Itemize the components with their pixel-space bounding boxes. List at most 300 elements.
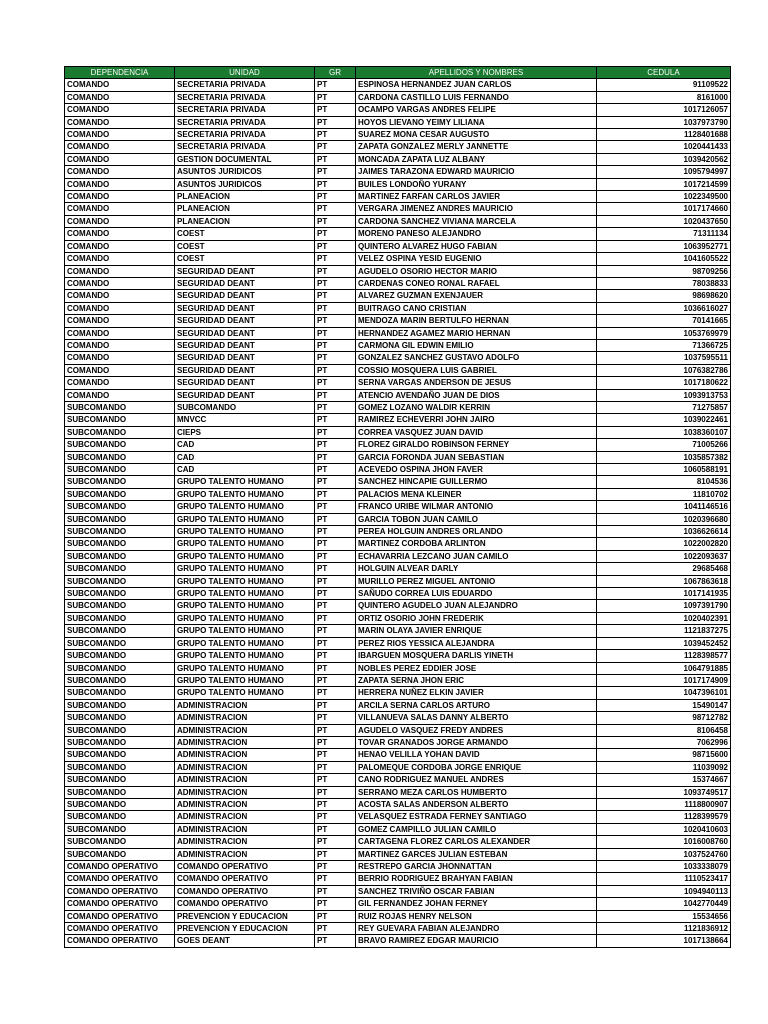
cell-cedula: 1093913753 bbox=[597, 389, 731, 401]
cell-unidad: SEGURIDAD DEANT bbox=[175, 315, 315, 327]
cell-unidad: GRUPO TALENTO HUMANO bbox=[175, 563, 315, 575]
cell-cedula: 1053769979 bbox=[597, 327, 731, 339]
cell-unidad: ADMINISTRACION bbox=[175, 749, 315, 761]
cell-dependencia: COMANDO bbox=[65, 141, 175, 153]
cell-dependencia: COMANDO bbox=[65, 91, 175, 103]
cell-apellidos-nombres: HOYOS LIEVANO YEIMY LILIANA bbox=[356, 116, 597, 128]
table-row bbox=[65, 426, 731, 438]
cell-dependencia: SUBCOMANDO bbox=[65, 501, 175, 513]
cell-apellidos-nombres: GOMEZ CAMPILLO JULIAN CAMILO bbox=[356, 823, 597, 835]
cell-apellidos-nombres: PALOMEQUE CORDOBA JORGE ENRIQUE bbox=[356, 761, 597, 773]
cell-unidad: SEGURIDAD DEANT bbox=[175, 339, 315, 351]
cell-cedula: 1036616027 bbox=[597, 302, 731, 314]
cell-dependencia: SUBCOMANDO bbox=[65, 488, 175, 500]
cell-unidad: COMANDO OPERATIVO bbox=[175, 898, 315, 910]
table-row bbox=[65, 339, 731, 351]
cell-apellidos-nombres: ATENCIO AVENDAÑO JUAN DE DIOS bbox=[356, 389, 597, 401]
table-row bbox=[65, 563, 731, 575]
cell-cedula: 71311134 bbox=[597, 228, 731, 240]
cell-unidad: CAD bbox=[175, 439, 315, 451]
cell-gr: PT bbox=[315, 898, 356, 910]
cell-dependencia: SUBCOMANDO bbox=[65, 674, 175, 686]
cell-dependencia: COMANDO OPERATIVO bbox=[65, 861, 175, 873]
cell-gr: PT bbox=[315, 923, 356, 935]
cell-dependencia: COMANDO OPERATIVO bbox=[65, 923, 175, 935]
cell-apellidos-nombres: CARDONA SANCHEZ VIVIANA MARCELA bbox=[356, 215, 597, 227]
cell-apellidos-nombres: CANO RODRIGUEZ MANUEL ANDRES bbox=[356, 774, 597, 786]
cell-dependencia: SUBCOMANDO bbox=[65, 836, 175, 848]
cell-cedula: 1041605522 bbox=[597, 253, 731, 265]
cell-unidad: COEST bbox=[175, 228, 315, 240]
cell-unidad: GESTION DOCUMENTAL bbox=[175, 153, 315, 165]
cell-cedula: 1097391790 bbox=[597, 600, 731, 612]
table-row bbox=[65, 488, 731, 500]
cell-apellidos-nombres: MARTINEZ FARFAN CARLOS JAVIER bbox=[356, 191, 597, 203]
cell-apellidos-nombres: MARIN OLAYA JAVIER ENRIQUE bbox=[356, 625, 597, 637]
cell-dependencia: SUBCOMANDO bbox=[65, 650, 175, 662]
cell-unidad: PLANEACION bbox=[175, 191, 315, 203]
cell-cedula: 1020396680 bbox=[597, 513, 731, 525]
cell-apellidos-nombres: CARDENAS CONEO RONAL RAFAEL bbox=[356, 277, 597, 289]
cell-dependencia: COMANDO bbox=[65, 191, 175, 203]
cell-gr: PT bbox=[315, 563, 356, 575]
header-dependencia: DEPENDENCIA bbox=[65, 67, 175, 79]
cell-unidad: SEGURIDAD DEANT bbox=[175, 277, 315, 289]
cell-gr: PT bbox=[315, 277, 356, 289]
cell-cedula: 1017174909 bbox=[597, 674, 731, 686]
cell-apellidos-nombres: ESPINOSA HERNANDEZ JUAN CARLOS bbox=[356, 79, 597, 91]
cell-gr: PT bbox=[315, 674, 356, 686]
cell-dependencia: SUBCOMANDO bbox=[65, 612, 175, 624]
cell-cedula: 1017138664 bbox=[597, 935, 731, 947]
cell-unidad: ADMINISTRACION bbox=[175, 811, 315, 823]
cell-apellidos-nombres: QUINTERO AGUDELO JUAN ALEJANDRO bbox=[356, 600, 597, 612]
cell-apellidos-nombres: SERRANO MEZA CARLOS HUMBERTO bbox=[356, 786, 597, 798]
cell-dependencia: SUBCOMANDO bbox=[65, 823, 175, 835]
table-row bbox=[65, 129, 731, 141]
table-row bbox=[65, 526, 731, 538]
cell-apellidos-nombres: CORREA VASQUEZ JUAN DAVID bbox=[356, 426, 597, 438]
cell-apellidos-nombres: COSSIO MOSQUERA LUIS GABRIEL bbox=[356, 364, 597, 376]
table-row bbox=[65, 724, 731, 736]
table-body bbox=[65, 79, 731, 947]
table-row bbox=[65, 265, 731, 277]
cell-gr: PT bbox=[315, 166, 356, 178]
cell-dependencia: COMANDO bbox=[65, 327, 175, 339]
cell-gr: PT bbox=[315, 935, 356, 947]
cell-gr: PT bbox=[315, 612, 356, 624]
table-row bbox=[65, 178, 731, 190]
cell-gr: PT bbox=[315, 253, 356, 265]
table-row bbox=[65, 538, 731, 550]
cell-cedula: 8106458 bbox=[597, 724, 731, 736]
cell-cedula: 1017180622 bbox=[597, 377, 731, 389]
cell-gr: PT bbox=[315, 364, 356, 376]
cell-cedula: 15534656 bbox=[597, 910, 731, 922]
table-row bbox=[65, 749, 731, 761]
cell-dependencia: SUBCOMANDO bbox=[65, 811, 175, 823]
cell-gr: PT bbox=[315, 290, 356, 302]
cell-unidad: PLANEACION bbox=[175, 203, 315, 215]
cell-gr: PT bbox=[315, 774, 356, 786]
cell-apellidos-nombres: BUITRAGO CANO CRISTIAN bbox=[356, 302, 597, 314]
cell-cedula: 1020441433 bbox=[597, 141, 731, 153]
cell-apellidos-nombres: PEREZ RIOS YESSICA ALEJANDRA bbox=[356, 637, 597, 649]
table-row bbox=[65, 811, 731, 823]
cell-dependencia: SUBCOMANDO bbox=[65, 848, 175, 860]
cell-unidad: SECRETARIA PRIVADA bbox=[175, 104, 315, 116]
cell-dependencia: SUBCOMANDO bbox=[65, 538, 175, 550]
cell-gr: PT bbox=[315, 600, 356, 612]
table-row bbox=[65, 389, 731, 401]
table-row bbox=[65, 674, 731, 686]
cell-cedula: 91109522 bbox=[597, 79, 731, 91]
cell-gr: PT bbox=[315, 798, 356, 810]
cell-dependencia: SUBCOMANDO bbox=[65, 699, 175, 711]
cell-dependencia: COMANDO bbox=[65, 315, 175, 327]
cell-gr: PT bbox=[315, 836, 356, 848]
cell-gr: PT bbox=[315, 265, 356, 277]
cell-dependencia: SUBCOMANDO bbox=[65, 786, 175, 798]
cell-dependencia: COMANDO OPERATIVO bbox=[65, 910, 175, 922]
cell-cedula: 1020402391 bbox=[597, 612, 731, 624]
cell-cedula: 1121836912 bbox=[597, 923, 731, 935]
cell-dependencia: SUBCOMANDO bbox=[65, 414, 175, 426]
table-row bbox=[65, 736, 731, 748]
cell-dependencia: SUBCOMANDO bbox=[65, 637, 175, 649]
cell-dependencia: SUBCOMANDO bbox=[65, 588, 175, 600]
cell-gr: PT bbox=[315, 687, 356, 699]
cell-gr: PT bbox=[315, 178, 356, 190]
cell-unidad: GOES DEANT bbox=[175, 935, 315, 947]
cell-dependencia: SUBCOMANDO bbox=[65, 426, 175, 438]
cell-apellidos-nombres: HERNANDEZ AGAMEZ MARIO HERNAN bbox=[356, 327, 597, 339]
cell-cedula: 1039452452 bbox=[597, 637, 731, 649]
cell-unidad: GRUPO TALENTO HUMANO bbox=[175, 674, 315, 686]
table-row bbox=[65, 873, 731, 885]
cell-apellidos-nombres: JAIMES TARAZONA EDWARD MAURICIO bbox=[356, 166, 597, 178]
cell-cedula: 98712782 bbox=[597, 712, 731, 724]
cell-apellidos-nombres: SANCHEZ HINCAPIE GUILLERMO bbox=[356, 476, 597, 488]
cell-apellidos-nombres: NOBLES PEREZ EDDIER JOSE bbox=[356, 662, 597, 674]
cell-cedula: 7062996 bbox=[597, 736, 731, 748]
cell-apellidos-nombres: MORENO PANESO ALEJANDRO bbox=[356, 228, 597, 240]
table-row bbox=[65, 798, 731, 810]
cell-cedula: 1128399579 bbox=[597, 811, 731, 823]
cell-gr: PT bbox=[315, 488, 356, 500]
cell-apellidos-nombres: BERRIO RODRIGUEZ BRAHYAN FABIAN bbox=[356, 873, 597, 885]
cell-apellidos-nombres: FLOREZ GIRALDO ROBINSON FERNEY bbox=[356, 439, 597, 451]
cell-gr: PT bbox=[315, 786, 356, 798]
cell-cedula: 1017141935 bbox=[597, 588, 731, 600]
cell-dependencia: COMANDO OPERATIVO bbox=[65, 885, 175, 897]
cell-gr: PT bbox=[315, 650, 356, 662]
cell-cedula: 1017126057 bbox=[597, 104, 731, 116]
cell-unidad: GRUPO TALENTO HUMANO bbox=[175, 575, 315, 587]
cell-gr: PT bbox=[315, 873, 356, 885]
cell-unidad: COMANDO OPERATIVO bbox=[175, 873, 315, 885]
table-row bbox=[65, 898, 731, 910]
cell-apellidos-nombres: MURILLO PEREZ MIGUEL ANTONIO bbox=[356, 575, 597, 587]
cell-gr: PT bbox=[315, 550, 356, 562]
cell-cedula: 1064791885 bbox=[597, 662, 731, 674]
table-row bbox=[65, 848, 731, 860]
cell-dependencia: COMANDO bbox=[65, 116, 175, 128]
cell-apellidos-nombres: GARCIA TOBON JUAN CAMILO bbox=[356, 513, 597, 525]
cell-unidad: GRUPO TALENTO HUMANO bbox=[175, 650, 315, 662]
cell-cedula: 1076382786 bbox=[597, 364, 731, 376]
cell-gr: PT bbox=[315, 501, 356, 513]
cell-unidad: COMANDO OPERATIVO bbox=[175, 861, 315, 873]
cell-gr: PT bbox=[315, 141, 356, 153]
cell-dependencia: SUBCOMANDO bbox=[65, 774, 175, 786]
table-row bbox=[65, 836, 731, 848]
cell-dependencia: COMANDO bbox=[65, 302, 175, 314]
cell-unidad: ASUNTOS JURIDICOS bbox=[175, 166, 315, 178]
cell-dependencia: SUBCOMANDO bbox=[65, 736, 175, 748]
table-row bbox=[65, 513, 731, 525]
cell-gr: PT bbox=[315, 637, 356, 649]
cell-gr: PT bbox=[315, 153, 356, 165]
table-row bbox=[65, 501, 731, 513]
cell-dependencia: SUBCOMANDO bbox=[65, 600, 175, 612]
cell-apellidos-nombres: MONCADA ZAPATA LUZ ALBANY bbox=[356, 153, 597, 165]
table-row bbox=[65, 625, 731, 637]
table-row bbox=[65, 823, 731, 835]
cell-cedula: 29685468 bbox=[597, 563, 731, 575]
table-row bbox=[65, 910, 731, 922]
cell-dependencia: SUBCOMANDO bbox=[65, 712, 175, 724]
cell-dependencia: SUBCOMANDO bbox=[65, 563, 175, 575]
table-row bbox=[65, 352, 731, 364]
header-apellidos-nombres: APELLIDOS Y NOMBRES bbox=[356, 67, 597, 79]
cell-unidad: PREVENCION Y EDUCACION bbox=[175, 910, 315, 922]
table-row bbox=[65, 191, 731, 203]
cell-gr: PT bbox=[315, 588, 356, 600]
cell-apellidos-nombres: PALACIOS MENA KLEINER bbox=[356, 488, 597, 500]
cell-cedula: 70141665 bbox=[597, 315, 731, 327]
cell-gr: PT bbox=[315, 513, 356, 525]
cell-gr: PT bbox=[315, 79, 356, 91]
table-row bbox=[65, 377, 731, 389]
table-row bbox=[65, 662, 731, 674]
cell-gr: PT bbox=[315, 228, 356, 240]
cell-gr: PT bbox=[315, 699, 356, 711]
table-row bbox=[65, 600, 731, 612]
cell-unidad: SEGURIDAD DEANT bbox=[175, 290, 315, 302]
cell-cedula: 1022349500 bbox=[597, 191, 731, 203]
cell-apellidos-nombres: HERRERA NUÑEZ ELKIN JAVIER bbox=[356, 687, 597, 699]
cell-gr: PT bbox=[315, 538, 356, 550]
header-gr: GR bbox=[315, 67, 356, 79]
cell-cedula: 1020410603 bbox=[597, 823, 731, 835]
cell-cedula: 71366725 bbox=[597, 339, 731, 351]
cell-gr: PT bbox=[315, 401, 356, 413]
personnel-table bbox=[64, 66, 731, 948]
cell-unidad: SECRETARIA PRIVADA bbox=[175, 79, 315, 91]
cell-cedula: 1094940113 bbox=[597, 885, 731, 897]
table-row bbox=[65, 885, 731, 897]
cell-cedula: 1020437650 bbox=[597, 215, 731, 227]
cell-dependencia: SUBCOMANDO bbox=[65, 662, 175, 674]
cell-cedula: 15374667 bbox=[597, 774, 731, 786]
cell-gr: PT bbox=[315, 749, 356, 761]
cell-unidad: SEGURIDAD DEANT bbox=[175, 389, 315, 401]
cell-apellidos-nombres: VELASQUEZ ESTRADA FERNEY SANTIAGO bbox=[356, 811, 597, 823]
cell-gr: PT bbox=[315, 104, 356, 116]
table-row bbox=[65, 588, 731, 600]
table-row bbox=[65, 401, 731, 413]
cell-cedula: 1035857382 bbox=[597, 451, 731, 463]
table-row bbox=[65, 277, 731, 289]
cell-unidad: GRUPO TALENTO HUMANO bbox=[175, 476, 315, 488]
header-unidad: UNIDAD bbox=[175, 67, 315, 79]
cell-unidad: GRUPO TALENTO HUMANO bbox=[175, 501, 315, 513]
cell-cedula: 1016008760 bbox=[597, 836, 731, 848]
cell-gr: PT bbox=[315, 414, 356, 426]
table-row bbox=[65, 861, 731, 873]
cell-apellidos-nombres: QUINTERO ALVAREZ HUGO FABIAN bbox=[356, 240, 597, 252]
header-row bbox=[65, 67, 731, 79]
cell-apellidos-nombres: CARMONA GIL EDWIN EMILIO bbox=[356, 339, 597, 351]
cell-gr: PT bbox=[315, 712, 356, 724]
cell-unidad: SECRETARIA PRIVADA bbox=[175, 129, 315, 141]
table-row bbox=[65, 141, 731, 153]
cell-dependencia: COMANDO bbox=[65, 129, 175, 141]
cell-dependencia: COMANDO bbox=[65, 240, 175, 252]
cell-gr: PT bbox=[315, 389, 356, 401]
cell-cedula: 98709256 bbox=[597, 265, 731, 277]
cell-apellidos-nombres: ACEVEDO OSPINA JHON FAVER bbox=[356, 464, 597, 476]
cell-apellidos-nombres: CARDONA CASTILLO LUIS FERNANDO bbox=[356, 91, 597, 103]
cell-gr: PT bbox=[315, 526, 356, 538]
cell-apellidos-nombres: HENAO VELILLA YOHAN DAVID bbox=[356, 749, 597, 761]
cell-dependencia: COMANDO bbox=[65, 352, 175, 364]
cell-dependencia: COMANDO bbox=[65, 265, 175, 277]
cell-unidad: ADMINISTRACION bbox=[175, 774, 315, 786]
cell-cedula: 78038833 bbox=[597, 277, 731, 289]
cell-gr: PT bbox=[315, 761, 356, 773]
cell-cedula: 1042770449 bbox=[597, 898, 731, 910]
cell-apellidos-nombres: VILLANUEVA SALAS DANNY ALBERTO bbox=[356, 712, 597, 724]
cell-apellidos-nombres: ECHAVARRIA LEZCANO JUAN CAMILO bbox=[356, 550, 597, 562]
cell-apellidos-nombres: GIL FERNANDEZ JOHAN FERNEY bbox=[356, 898, 597, 910]
table-row bbox=[65, 464, 731, 476]
table-row bbox=[65, 104, 731, 116]
cell-apellidos-nombres: GONZALEZ SANCHEZ GUSTAVO ADOLFO bbox=[356, 352, 597, 364]
cell-dependencia: SUBCOMANDO bbox=[65, 687, 175, 699]
cell-cedula: 1093749517 bbox=[597, 786, 731, 798]
cell-gr: PT bbox=[315, 451, 356, 463]
cell-unidad: ADMINISTRACION bbox=[175, 699, 315, 711]
cell-unidad: MNVCC bbox=[175, 414, 315, 426]
header-cedula: CEDULA bbox=[597, 67, 731, 79]
table-row bbox=[65, 166, 731, 178]
cell-apellidos-nombres: SERNA VARGAS ANDERSON DE JESUS bbox=[356, 377, 597, 389]
table-row bbox=[65, 637, 731, 649]
cell-dependencia: SUBCOMANDO bbox=[65, 464, 175, 476]
cell-unidad: SEGURIDAD DEANT bbox=[175, 364, 315, 376]
cell-unidad: CIEPS bbox=[175, 426, 315, 438]
cell-gr: PT bbox=[315, 129, 356, 141]
table-row bbox=[65, 203, 731, 215]
cell-apellidos-nombres: PEREA HOLGUIN ANDRES ORLANDO bbox=[356, 526, 597, 538]
table-row bbox=[65, 228, 731, 240]
cell-unidad: GRUPO TALENTO HUMANO bbox=[175, 550, 315, 562]
cell-cedula: 1095794997 bbox=[597, 166, 731, 178]
cell-cedula: 1037595511 bbox=[597, 352, 731, 364]
cell-gr: PT bbox=[315, 327, 356, 339]
cell-unidad: ADMINISTRACION bbox=[175, 724, 315, 736]
cell-gr: PT bbox=[315, 575, 356, 587]
table-row bbox=[65, 439, 731, 451]
cell-dependencia: COMANDO bbox=[65, 290, 175, 302]
cell-apellidos-nombres: BUILES LONDOÑO YURANY bbox=[356, 178, 597, 190]
cell-unidad: GRUPO TALENTO HUMANO bbox=[175, 612, 315, 624]
cell-cedula: 1041146516 bbox=[597, 501, 731, 513]
cell-gr: PT bbox=[315, 302, 356, 314]
cell-dependencia: SUBCOMANDO bbox=[65, 550, 175, 562]
cell-unidad: SEGURIDAD DEANT bbox=[175, 265, 315, 277]
cell-cedula: 1017214599 bbox=[597, 178, 731, 190]
table-row bbox=[65, 935, 731, 947]
table-row bbox=[65, 774, 731, 786]
cell-apellidos-nombres: GARCIA FORONDA JUAN SEBASTIAN bbox=[356, 451, 597, 463]
cell-unidad: GRUPO TALENTO HUMANO bbox=[175, 625, 315, 637]
cell-cedula: 1047396101 bbox=[597, 687, 731, 699]
cell-unidad: ASUNTOS JURIDICOS bbox=[175, 178, 315, 190]
cell-unidad: GRUPO TALENTO HUMANO bbox=[175, 513, 315, 525]
cell-unidad: PREVENCION Y EDUCACION bbox=[175, 923, 315, 935]
cell-dependencia: COMANDO bbox=[65, 377, 175, 389]
cell-dependencia: SUBCOMANDO bbox=[65, 401, 175, 413]
table-row bbox=[65, 79, 731, 91]
cell-dependencia: SUBCOMANDO bbox=[65, 451, 175, 463]
cell-apellidos-nombres: AGUDELO OSORIO HECTOR MARIO bbox=[356, 265, 597, 277]
cell-cedula: 1037524760 bbox=[597, 848, 731, 860]
cell-dependencia: COMANDO bbox=[65, 389, 175, 401]
cell-dependencia: COMANDO bbox=[65, 166, 175, 178]
cell-apellidos-nombres: FRANCO URIBE WILMAR ANTONIO bbox=[356, 501, 597, 513]
cell-dependencia: COMANDO bbox=[65, 277, 175, 289]
cell-cedula: 1067863618 bbox=[597, 575, 731, 587]
cell-gr: PT bbox=[315, 315, 356, 327]
cell-gr: PT bbox=[315, 377, 356, 389]
table-row bbox=[65, 650, 731, 662]
cell-apellidos-nombres: SAÑUDO CORREA LUIS EDUARDO bbox=[356, 588, 597, 600]
table-row bbox=[65, 612, 731, 624]
cell-unidad: SECRETARIA PRIVADA bbox=[175, 91, 315, 103]
cell-unidad: ADMINISTRACION bbox=[175, 761, 315, 773]
cell-gr: PT bbox=[315, 724, 356, 736]
cell-dependencia: COMANDO bbox=[65, 153, 175, 165]
table-row bbox=[65, 761, 731, 773]
cell-cedula: 1038360107 bbox=[597, 426, 731, 438]
cell-cedula: 1118800907 bbox=[597, 798, 731, 810]
cell-apellidos-nombres: HOLGUIN ALVEAR DARLY bbox=[356, 563, 597, 575]
cell-cedula: 1128398577 bbox=[597, 650, 731, 662]
cell-dependencia: SUBCOMANDO bbox=[65, 625, 175, 637]
cell-gr: PT bbox=[315, 352, 356, 364]
cell-cedula: 11039092 bbox=[597, 761, 731, 773]
cell-unidad: SUBCOMANDO bbox=[175, 401, 315, 413]
cell-unidad: ADMINISTRACION bbox=[175, 786, 315, 798]
cell-apellidos-nombres: BRAVO RAMIREZ EDGAR MAURICIO bbox=[356, 935, 597, 947]
cell-dependencia: SUBCOMANDO bbox=[65, 513, 175, 525]
cell-dependencia: COMANDO bbox=[65, 364, 175, 376]
table-row bbox=[65, 476, 731, 488]
cell-unidad: SEGURIDAD DEANT bbox=[175, 327, 315, 339]
